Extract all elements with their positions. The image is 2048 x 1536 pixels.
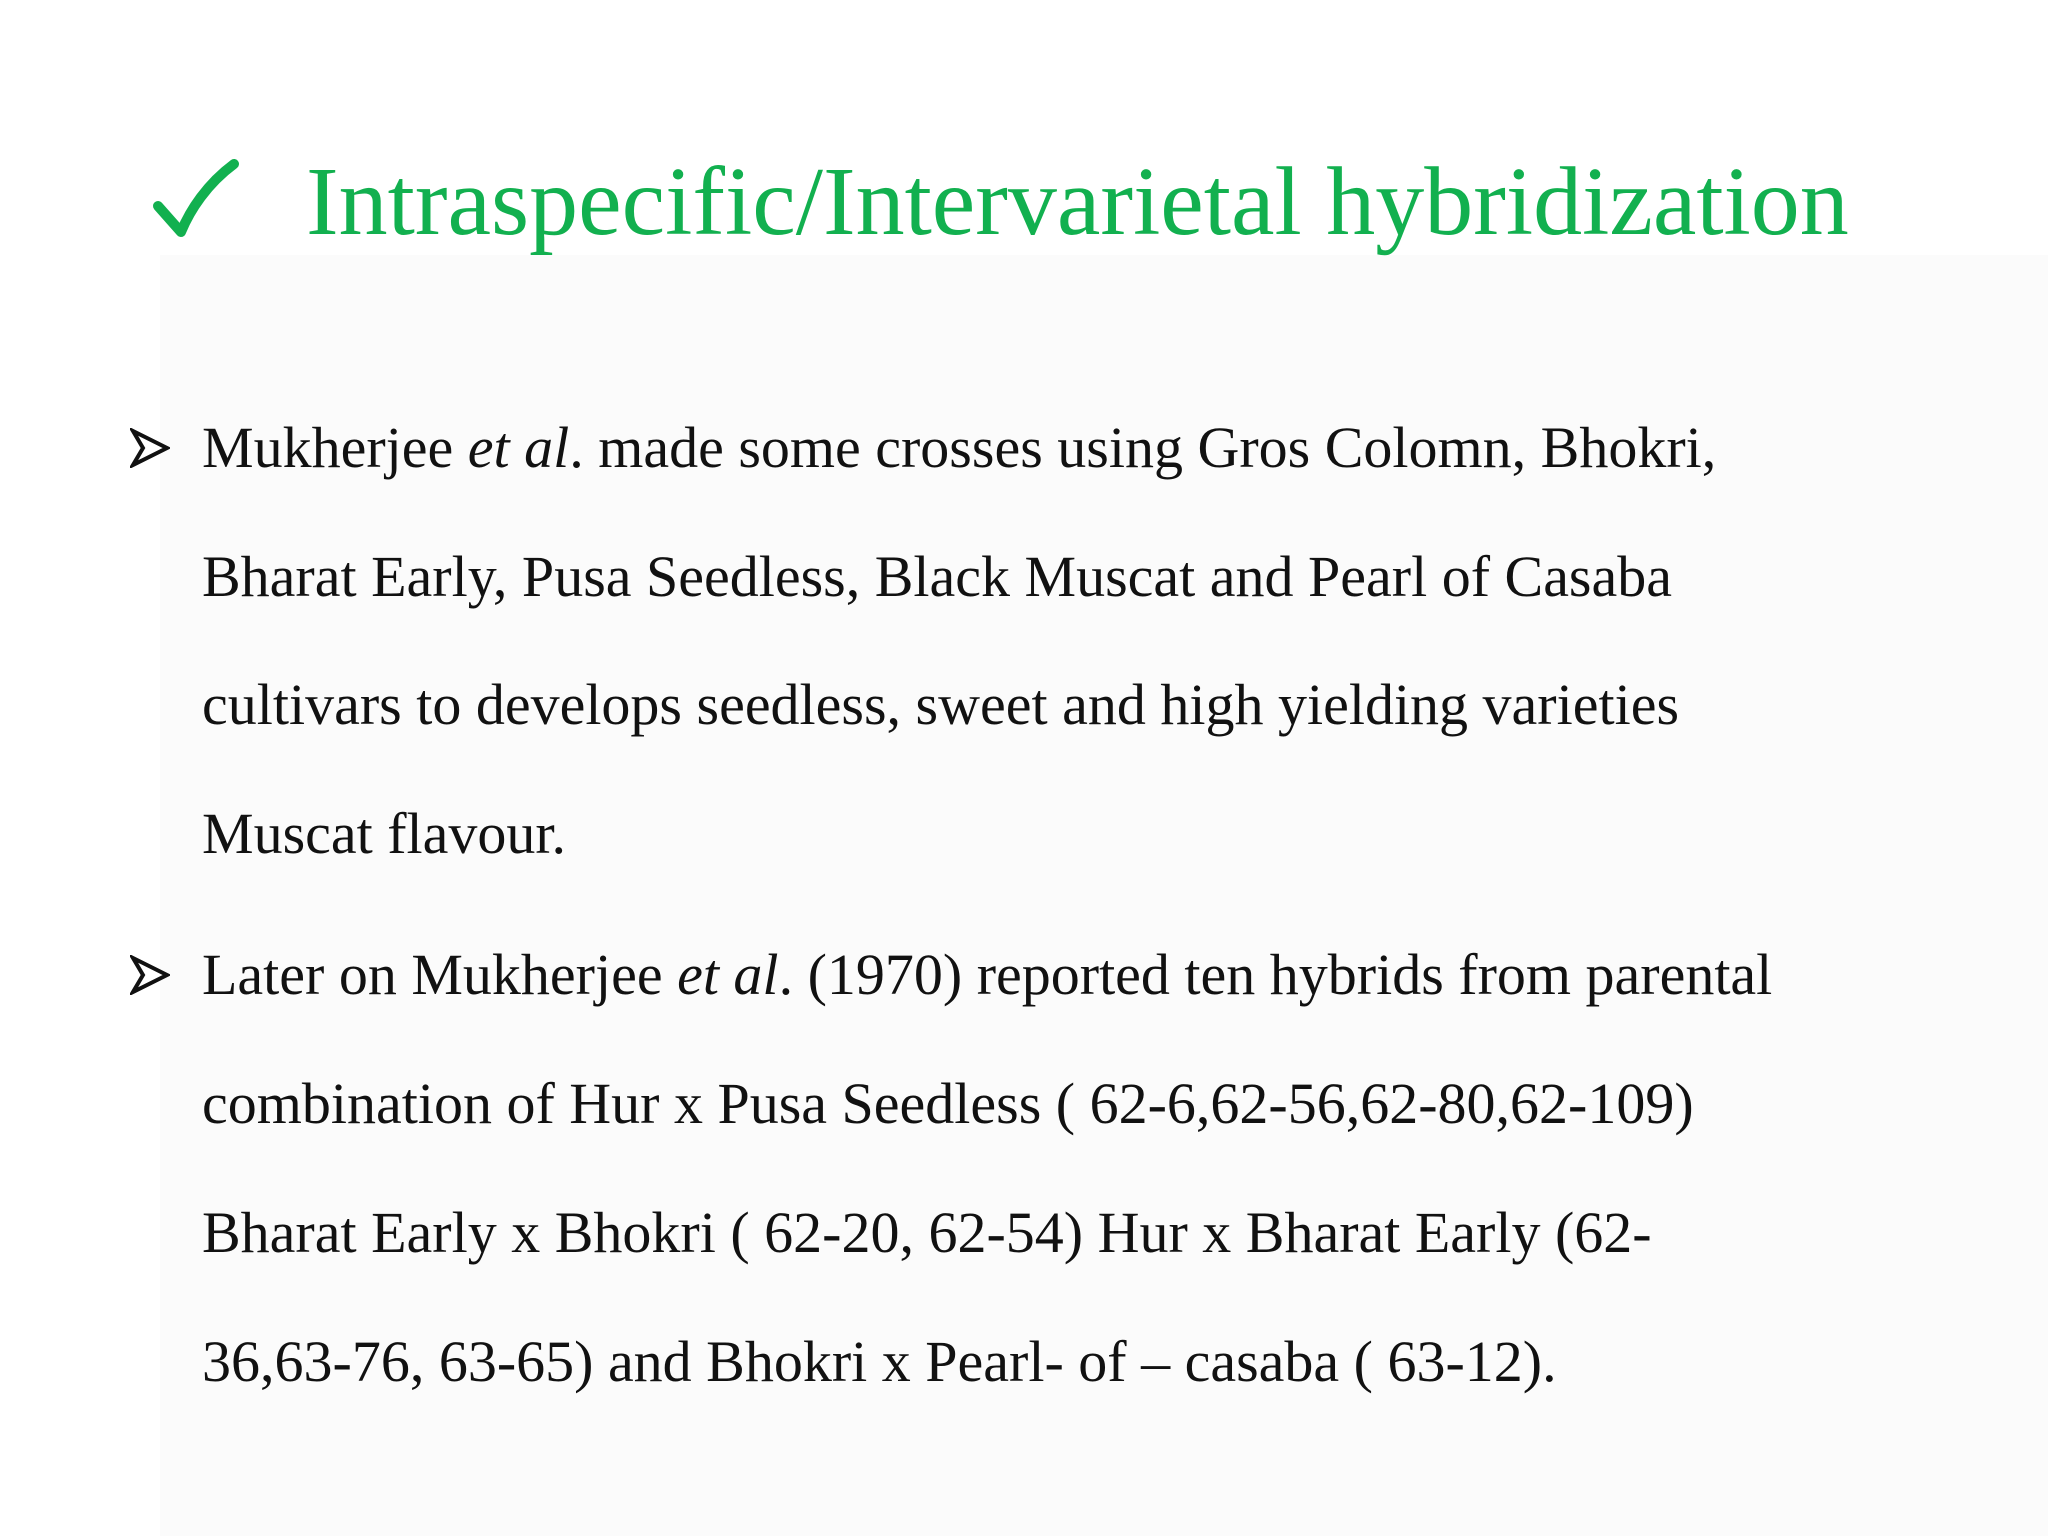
bullet-1-line-1 bbox=[202, 410, 1716, 486]
bullet-1-line-2: Bharat Early, Pusa Seedless, Black Muscat and Pearl of Casaba bbox=[202, 544, 1672, 609]
bullet-1-text-part-1: Mukherjee bbox=[202, 415, 468, 480]
bullet-2-et-al: et al bbox=[677, 942, 779, 1007]
bullet-2-line-3: Bharat Early x Bhokri ( 62-20, 62-54) Hur x Bharat Early (62- bbox=[202, 1200, 1652, 1265]
bullet-1-line-4: Muscat flavour. bbox=[202, 801, 567, 866]
bullet-1-line-3: cultivars to develops seedless, sweet and high yielding varieties bbox=[202, 672, 1680, 737]
bullet-2-line-4: 36,63-76, 63-65) and Bhokri x Pearl- of – casaba ( 63-12). bbox=[202, 1329, 1557, 1394]
bullet-2-line-2: combination of Hur x Pusa Seedless ( 62-6,62-56,62-80,62-109) bbox=[202, 1071, 1694, 1136]
bullet-2-line-1 bbox=[202, 937, 1772, 1013]
bullet-1-text-part-2: . made some crosses using Gros Colomn, Bhokri, bbox=[569, 415, 1717, 480]
bullet-2-text-part-2: . (1970) reported ten hybrids from parental bbox=[778, 942, 1773, 1007]
bullet-1-et-al: et al bbox=[467, 415, 570, 480]
arrowhead-bullet-icon bbox=[130, 428, 170, 468]
bullet-2-text-part-1: Later on Mukherjee bbox=[202, 942, 678, 1007]
slide-title-text: Intraspecific/Intervarietal hybridization bbox=[306, 148, 1849, 256]
arrowhead-bullet-icon bbox=[130, 955, 170, 995]
